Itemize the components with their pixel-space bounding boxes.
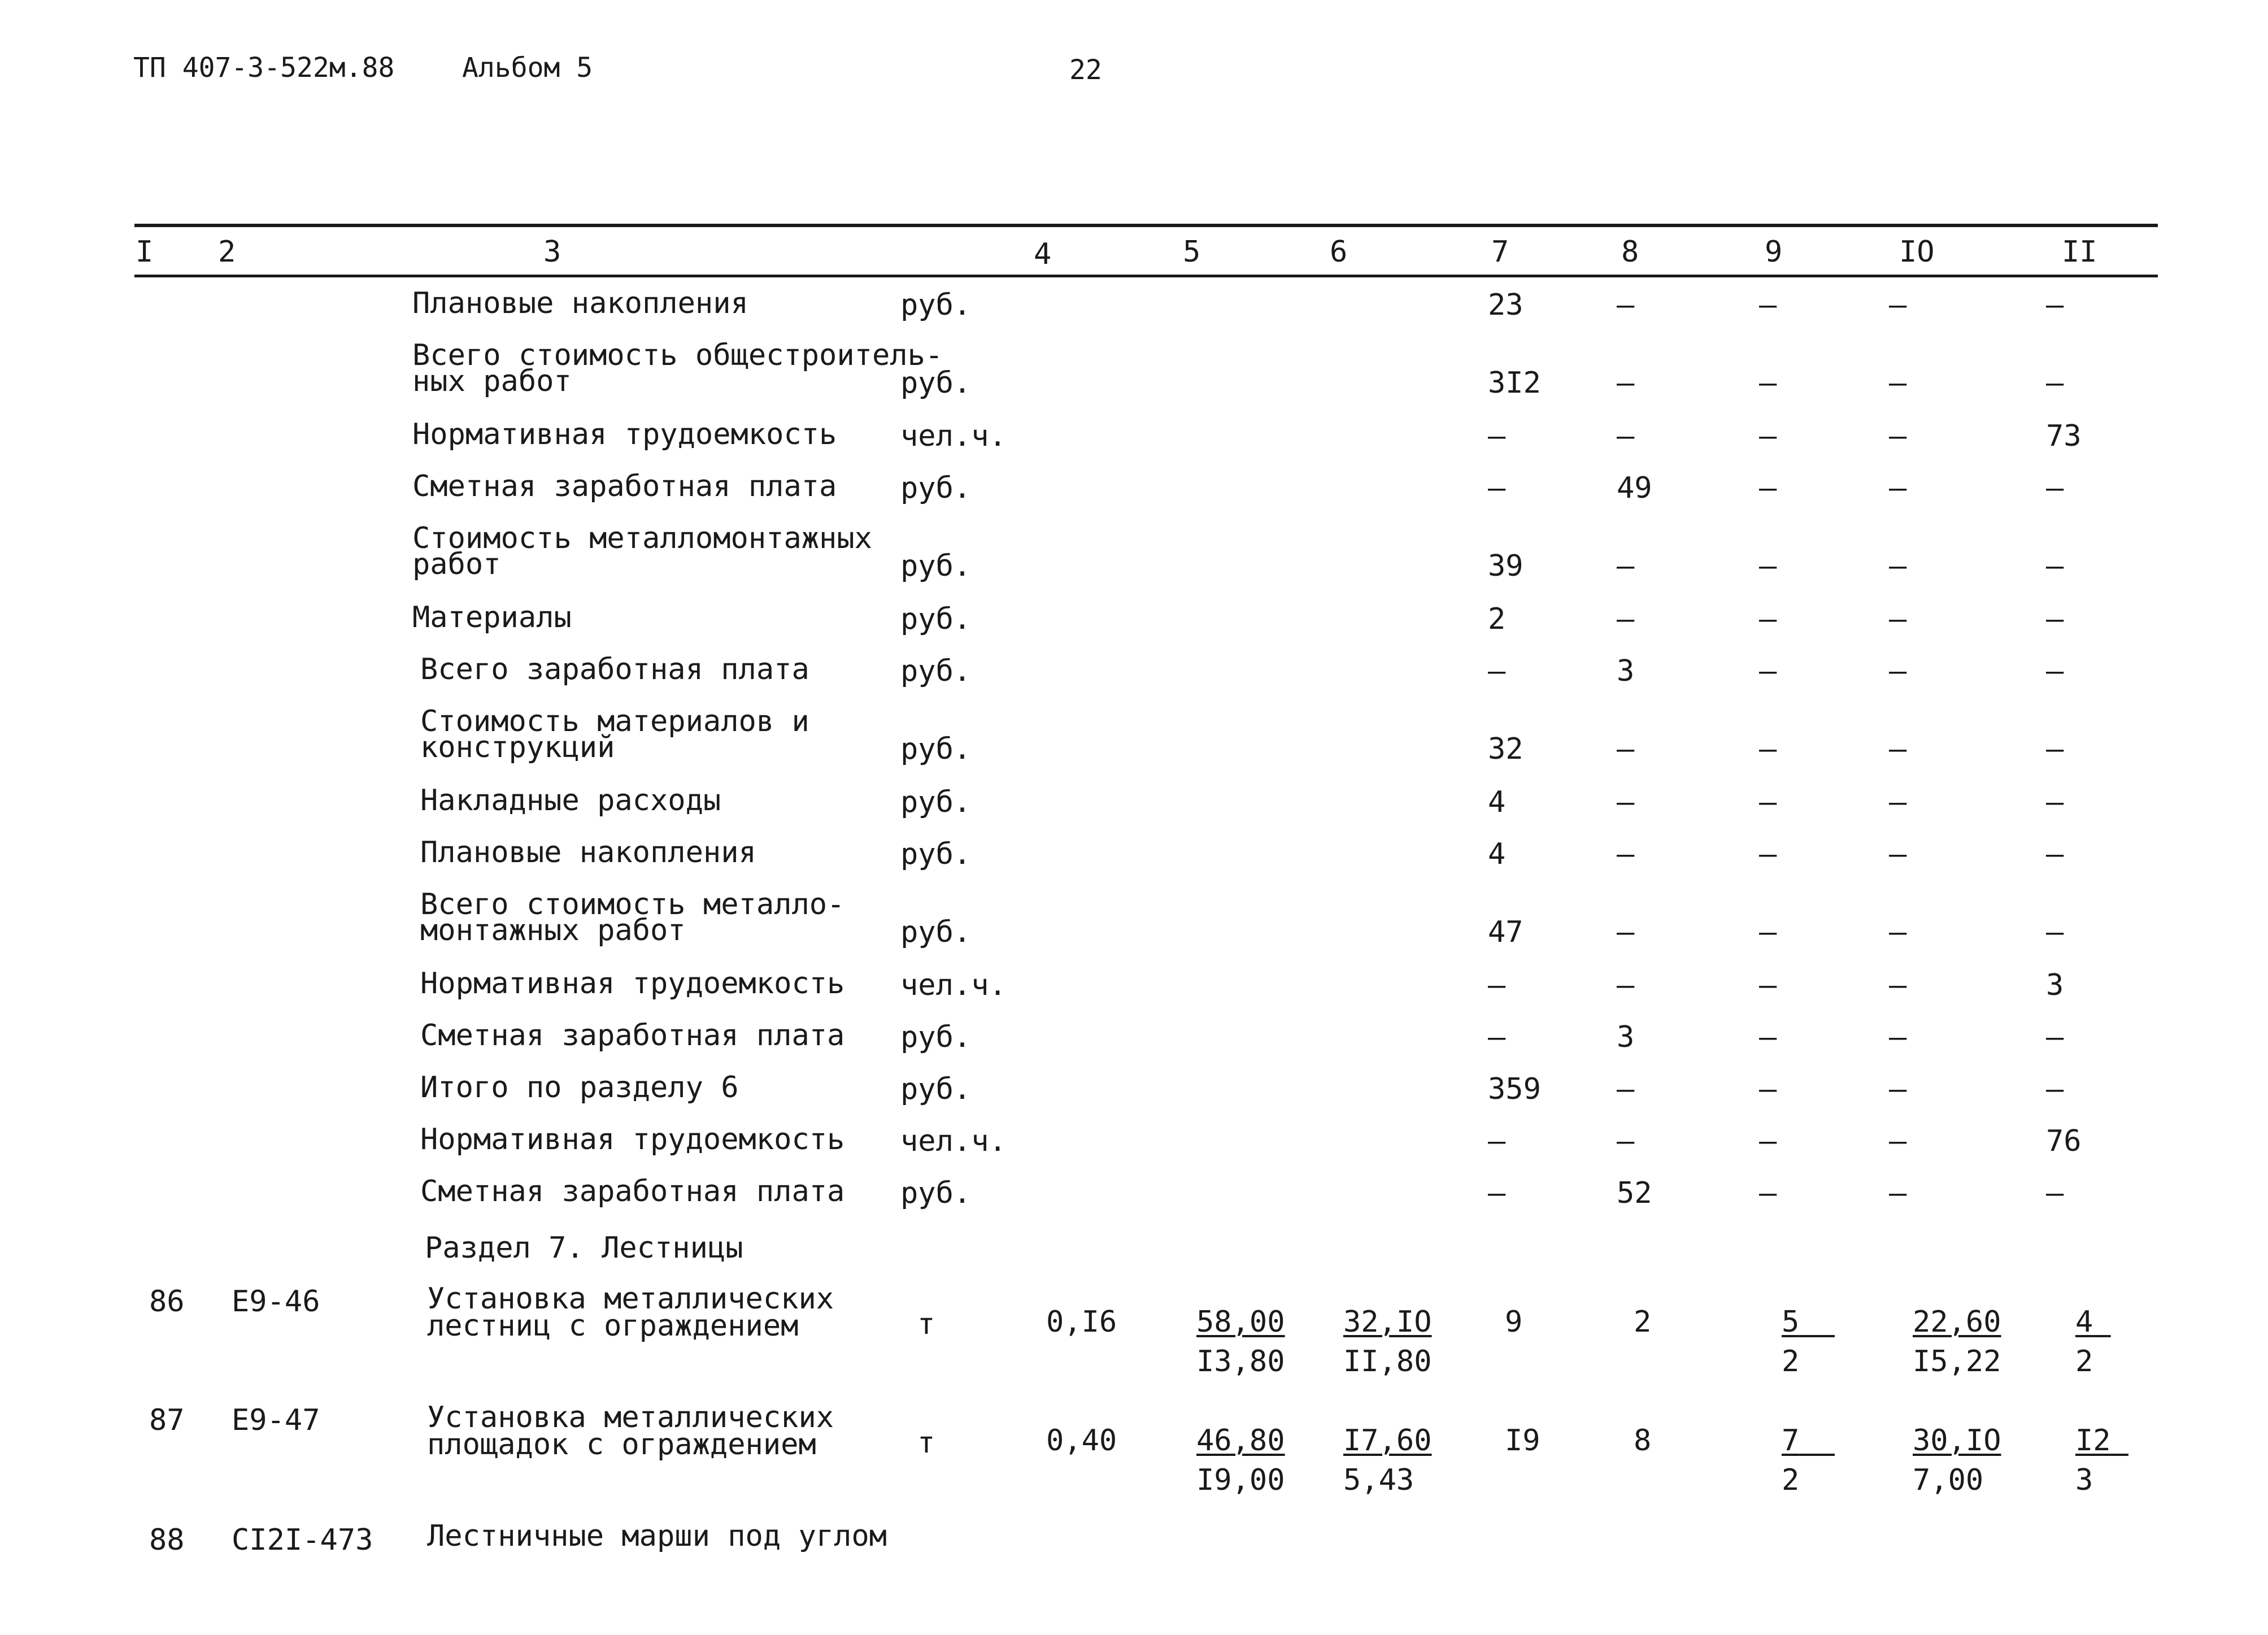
item-description-line: Установка металлических [427,1282,834,1316]
row-col11: 73 [2046,419,2082,453]
row-description-line: Стоимость материалов и [420,705,809,738]
album-label: Альбом 5 [462,52,593,84]
column-number: I [136,235,154,269]
row-col11: – [2046,1072,2064,1106]
row-col11: – [2046,837,2064,871]
row-col11: – [2046,1176,2064,1210]
item-col7: 9 [1505,1305,1523,1339]
row-col9: – [1759,785,1777,819]
row-description-line: работ [412,547,501,581]
item-description-line: лестниц с ограждением [427,1309,799,1343]
fraction-bottom: II,80 [1343,1345,1432,1379]
row-col8: – [1617,837,1635,871]
row-unit: руб. [900,288,972,322]
row-col11: – [2046,366,2064,400]
row-col8: 49 [1617,471,1652,505]
row-col7: 4 [1488,837,1506,871]
row-col7: – [1488,1124,1506,1158]
row-unit: руб. [900,471,972,505]
row-description-line: Накладные расходы [420,784,721,818]
row-col8: 3 [1617,654,1635,688]
fraction-top: 5 [1782,1305,1800,1339]
column-number: 3 [543,235,561,269]
row-unit: чел.ч. [900,1124,1007,1158]
item-code: СI2I-473 [232,1523,373,1557]
column-number: 6 [1330,235,1348,269]
row-description-line: Сметная заработная плата [420,1019,845,1053]
row-col11: – [2046,654,2064,688]
item-number: 86 [149,1285,185,1319]
row-description-line: Итого по разделу 6 [420,1071,739,1105]
item-number: 88 [149,1523,185,1557]
fraction-bottom: 3 [2075,1463,2093,1497]
row-col10: – [1889,654,1907,688]
item-code: Е9-47 [232,1403,320,1437]
row-col7: 39 [1488,549,1523,583]
row-col7: 23 [1488,288,1523,322]
fraction-top: 22,60 [1913,1305,2001,1339]
row-description-line: Всего стоимость металло- [420,888,845,921]
fraction-bottom: 2 [1782,1345,1800,1379]
row-col7: 359 [1488,1072,1541,1106]
fraction-bottom: 2 [1782,1463,1800,1497]
item-col7: I9 [1505,1424,1540,1458]
row-unit: руб. [900,602,972,636]
row-description-line: Нормативная трудоемкость [412,418,837,451]
item-col8: 2 [1634,1305,1652,1339]
column-number: II [2062,235,2097,269]
row-col10: – [1889,1072,1907,1106]
fraction-top: 7 [1782,1424,1800,1458]
row-col10: – [1889,549,1907,583]
row-col10: – [1889,288,1907,322]
row-description-line: Плановые накопления [420,836,756,869]
row-col11: 3 [2046,968,2064,1002]
row-col8: – [1617,549,1635,583]
row-col8: 52 [1617,1176,1652,1210]
document-code: ТП 407-3-522м.88 [133,52,395,84]
fraction-top: 4 [2075,1305,2093,1339]
row-col7: 2 [1488,602,1506,636]
row-col7: – [1488,1020,1506,1054]
row-col10: – [1889,1176,1907,1210]
row-unit: руб. [900,654,972,688]
row-col7: 4 [1488,785,1506,819]
row-col9: – [1759,837,1777,871]
row-col10: – [1889,837,1907,871]
row-col10: – [1889,602,1907,636]
fraction-bottom: I3,80 [1196,1345,1285,1379]
row-col8: – [1617,1072,1635,1106]
item-description-line: Установка металлических [427,1401,834,1434]
row-col9: – [1759,732,1777,766]
row-description-line: Сметная заработная плата [420,1175,845,1208]
item-unit: т [917,1307,935,1341]
fraction-top: 30,IO [1913,1424,2001,1458]
item-quantity: 0,40 [1046,1424,1117,1458]
fraction-top: 32,IO [1343,1305,1432,1339]
row-col8: – [1617,732,1635,766]
row-col7: – [1488,1176,1506,1210]
row-col8: – [1617,915,1635,949]
row-col9: – [1759,366,1777,400]
item-unit: т [917,1426,935,1460]
row-col10: – [1889,785,1907,819]
row-col10: – [1889,915,1907,949]
item-code: Е9-46 [232,1285,320,1319]
column-number: 2 [218,235,236,269]
row-unit: руб. [900,366,972,400]
row-col9: – [1759,419,1777,453]
row-unit: чел.ч. [900,968,1007,1002]
row-col10: – [1889,366,1907,400]
table-header-rule [134,275,2158,277]
row-col9: – [1759,654,1777,688]
row-description-line: Сметная заработная плата [412,469,837,503]
item-description-line: площадок с ограждением [427,1428,816,1462]
row-description-line: Нормативная трудоемкость [420,967,845,1001]
row-col8: – [1617,288,1635,322]
item-quantity: 0,I6 [1046,1305,1117,1339]
column-number: 4 [1034,237,1052,271]
row-col10: – [1889,419,1907,453]
row-col8: – [1617,785,1635,819]
row-col9: – [1759,288,1777,322]
row-col8: – [1617,1124,1635,1158]
row-unit: чел.ч. [900,419,1007,453]
item-col8: 8 [1634,1424,1652,1458]
fraction-top: I7,60 [1343,1424,1432,1458]
row-unit: руб. [900,837,972,871]
row-description-line: Нормативная трудоемкость [420,1123,845,1156]
row-col8: – [1617,419,1635,453]
row-col9: – [1759,1124,1777,1158]
row-unit: руб. [900,1020,972,1054]
row-description-line: монтажных работ [420,914,686,947]
column-number: 5 [1183,235,1201,269]
row-col9: – [1759,1176,1777,1210]
row-col7: – [1488,968,1506,1002]
row-col9: – [1759,968,1777,1002]
page-number: 22 [1069,54,1102,86]
section-title: Раздел 7. Лестницы [425,1231,743,1265]
row-col7: – [1488,419,1506,453]
row-col8: – [1617,366,1635,400]
row-col8: – [1617,968,1635,1002]
row-col11: – [2046,549,2064,583]
row-description-line: Материалы [412,601,572,634]
row-col10: – [1889,968,1907,1002]
row-unit: руб. [900,1176,972,1210]
row-col11: – [2046,732,2064,766]
row-col7: – [1488,654,1506,688]
column-number: IO [1899,235,1935,269]
fraction-bottom: 5,43 [1343,1463,1414,1497]
column-number: 9 [1765,235,1783,269]
row-col11: – [2046,1020,2064,1054]
row-col9: – [1759,471,1777,505]
fraction-top: 46,80 [1196,1424,1285,1458]
row-unit: руб. [900,1072,972,1106]
column-number: 8 [1621,235,1639,269]
table-top-rule [134,224,2158,227]
row-col9: – [1759,602,1777,636]
row-description-line: ных работ [412,364,572,398]
row-description-line: Всего заработная плата [420,653,809,686]
row-description-line: Плановые накопления [412,286,748,320]
row-col8: – [1617,602,1635,636]
item-description-line: Лестничные марши под углом [427,1519,887,1553]
fraction-bottom: I5,22 [1913,1345,2001,1379]
row-description-line: конструкций [420,730,615,764]
row-unit: руб. [900,785,972,819]
row-unit: руб. [900,549,972,583]
row-description-line: Стоимость металломонтажных [412,521,872,555]
row-col9: – [1759,915,1777,949]
fraction-bottom: I9,00 [1196,1463,1285,1497]
row-col11: 76 [2046,1124,2082,1158]
fraction-bottom: 7,00 [1913,1463,1984,1497]
row-col11: – [2046,288,2064,322]
row-description-line: Всего стоимость общестроитель- [412,338,943,372]
row-col10: – [1889,732,1907,766]
row-col10: – [1889,1124,1907,1158]
row-col11: – [2046,602,2064,636]
row-col11: – [2046,471,2064,505]
item-number: 87 [149,1403,185,1437]
row-col7: 32 [1488,732,1523,766]
row-col8: 3 [1617,1020,1635,1054]
row-col10: – [1889,471,1907,505]
row-col10: – [1889,1020,1907,1054]
row-col7: 47 [1488,915,1523,949]
fraction-top: I2 [2075,1424,2111,1458]
row-unit: руб. [900,732,972,766]
row-unit: руб. [900,915,972,949]
row-col9: – [1759,1072,1777,1106]
row-col7: 3I2 [1488,366,1541,400]
row-col11: – [2046,915,2064,949]
row-col11: – [2046,785,2064,819]
fraction-top: 58,00 [1196,1305,1285,1339]
fraction-bottom: 2 [2075,1345,2093,1379]
row-col9: – [1759,549,1777,583]
column-number: 7 [1491,235,1509,269]
row-col9: – [1759,1020,1777,1054]
row-col7: – [1488,471,1506,505]
